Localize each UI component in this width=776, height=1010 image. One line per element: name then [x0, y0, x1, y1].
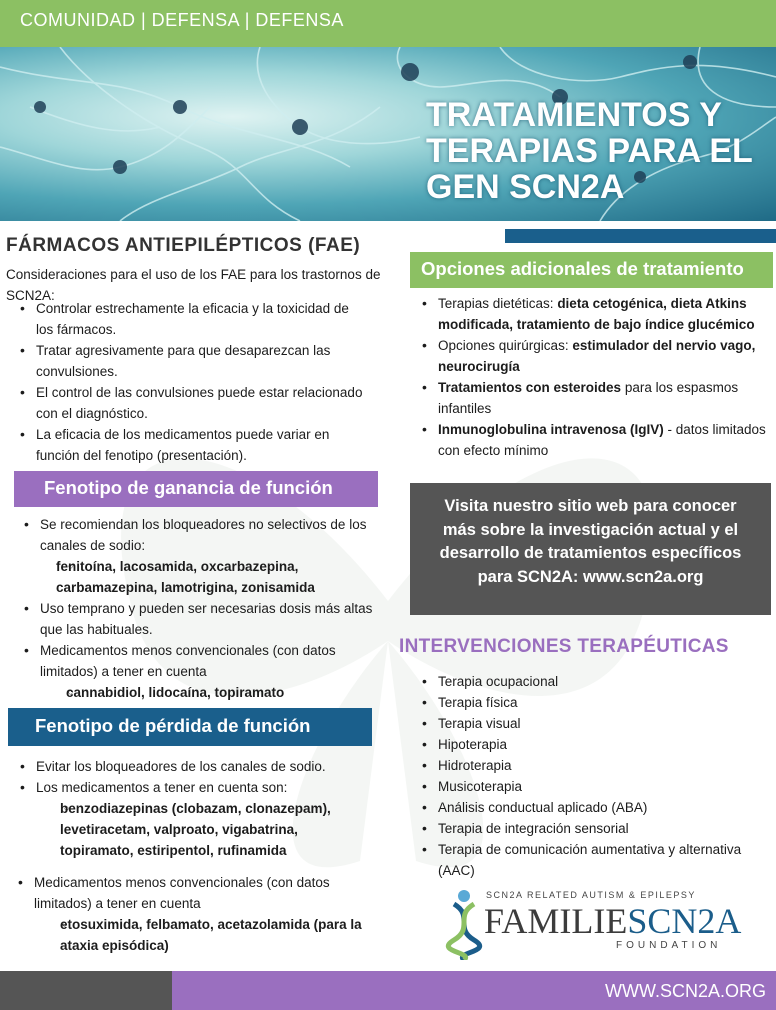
additional-options-header	[410, 252, 773, 288]
sub-list-item: ○ cannabidiol, lidocaína, topiramato	[40, 682, 378, 703]
footer-dark-block	[0, 971, 172, 1010]
list-item: • Terapia de comunicación aumentativa y alternativa (AAC)	[410, 839, 772, 881]
visit-website-box: Visita nuestro sitio web para conocer más sobre la investigación actual y el desarrollo de tratamientos específicos para SCN2A: www.scn2a.org	[410, 483, 771, 615]
fae-list	[8, 298, 368, 466]
list-item: • Terapias dietéticas: dieta cetogénica, dieta Atkins modificada, tratamiento de bajo índice glucémico	[410, 293, 772, 335]
familiescn2a-logo	[444, 890, 764, 960]
interventions-list	[410, 671, 772, 881]
list-item: • Terapia física	[410, 692, 772, 713]
list-item: • Controlar estrechamente la eficacia y la toxicidad de los fármacos.	[8, 298, 368, 340]
loss-of-function-header	[8, 708, 372, 746]
options-list	[410, 293, 772, 461]
sub-list-item: ○ benzodiazepinas (clobazam, clonazepam), levetiracetam, valproato, vigabatrina, topiramato, estiripentol, rufinamida	[36, 798, 374, 861]
dna-figure-icon	[444, 888, 484, 960]
interventions-heading: INTERVENCIONES TERAPÉUTICAS	[399, 636, 729, 657]
sub-list-item: ○ fenitoína, lacosamida, oxcarbazepina, carbamazepina, lamotrigina, zonisamida	[40, 556, 378, 598]
list-item: • Tratamientos con esteroides para los espasmos infantiles	[410, 377, 772, 419]
list-item: • Hipoterapia	[410, 734, 772, 755]
fae-heading: FÁRMACOS ANTIEPILÉPTICOS (FAE)	[6, 235, 361, 256]
list-item: • Se recomiendan los bloqueadores no selectivos de los canales de sodio: ○ fenitoína, lacosamida, oxcarbazepina, carbamazepina, lamotrigina, zonisamida	[12, 514, 378, 598]
loss-list	[8, 756, 374, 861]
list-item: • Uso temprano y pueden ser necesarias dosis más altas que las habituales.	[12, 598, 378, 640]
list-item: • Terapia visual	[410, 713, 772, 734]
gain-heading: Fenotipo de ganancia de función	[44, 477, 333, 498]
list-item: • Terapia de integración sensorial	[410, 818, 772, 839]
sub-list-item: ○ etosuximida, felbamato, acetazolamida (para la ataxia episódica)	[34, 914, 376, 956]
list-item: • Hidroterapia	[410, 755, 772, 776]
list-item: • Evitar los bloqueadores de los canales de sodio.	[8, 756, 374, 777]
gain-list	[12, 514, 378, 703]
list-item: • Medicamentos menos convencionales (con datos limitados) a tener en cuenta ○ cannabidiol, lidocaína, topiramato	[12, 640, 378, 703]
logo-name: FAMILIESCN2A	[484, 901, 742, 941]
hero-banner	[0, 47, 776, 221]
list-item: • Opciones quirúrgicas: estimulador del nervio vago, neurocirugía	[410, 335, 772, 377]
top-bar	[0, 0, 776, 47]
gain-of-function-header	[14, 471, 378, 507]
options-heading: Opciones adicionales de tratamiento	[421, 258, 744, 279]
fae-intro: Consideraciones para el uso de los FAE para los trastornos de SCN2A:	[6, 267, 381, 303]
footer-url[interactable]: WWW.SCN2A.ORG	[605, 981, 766, 1001]
list-item: • La eficacia de los medicamentos puede variar en función del fenotipo (presentación).	[8, 424, 368, 466]
list-item: • Musicoterapia	[410, 776, 772, 797]
loss-list-extra	[6, 872, 376, 956]
top-nav-text: COMUNIDAD | DEFENSA | DEFENSA	[20, 10, 344, 30]
logo-foundation: FOUNDATION	[616, 940, 722, 951]
accent-bar	[505, 229, 776, 243]
list-item: • Inmunoglobulina intravenosa (IgIV) - datos limitados con efecto mínimo	[410, 419, 772, 461]
loss-heading: Fenotipo de pérdida de función	[35, 715, 311, 736]
list-item: • El control de las convulsiones puede estar relacionado con el diagnóstico.	[8, 382, 368, 424]
list-item: • Los medicamentos a tener en cuenta son: ○ benzodiazepinas (clobazam, clonazepam), levetiracetam, valproato, vigabatrina, topiramato, estiripentol, rufinamida	[8, 777, 374, 861]
logo-tagline: SCN2A RELATED AUTISM & EPILEPSY	[486, 890, 696, 900]
list-item: • Tratar agresivamente para que desaparezcan las convulsiones.	[8, 340, 368, 382]
list-item: • Terapia ocupacional	[410, 671, 772, 692]
footer-bar	[172, 971, 776, 1010]
list-item: • Análisis conductual aplicado (ABA)	[410, 797, 772, 818]
page-title: TRATAMIENTOS Y TERAPIAS PARA EL GEN SCN2A	[426, 96, 753, 206]
list-item: • Medicamentos menos convencionales (con datos limitados) a tener en cuenta ○ etosuximida, felbamato, acetazolamida (para la ataxia episódica)	[6, 872, 376, 956]
